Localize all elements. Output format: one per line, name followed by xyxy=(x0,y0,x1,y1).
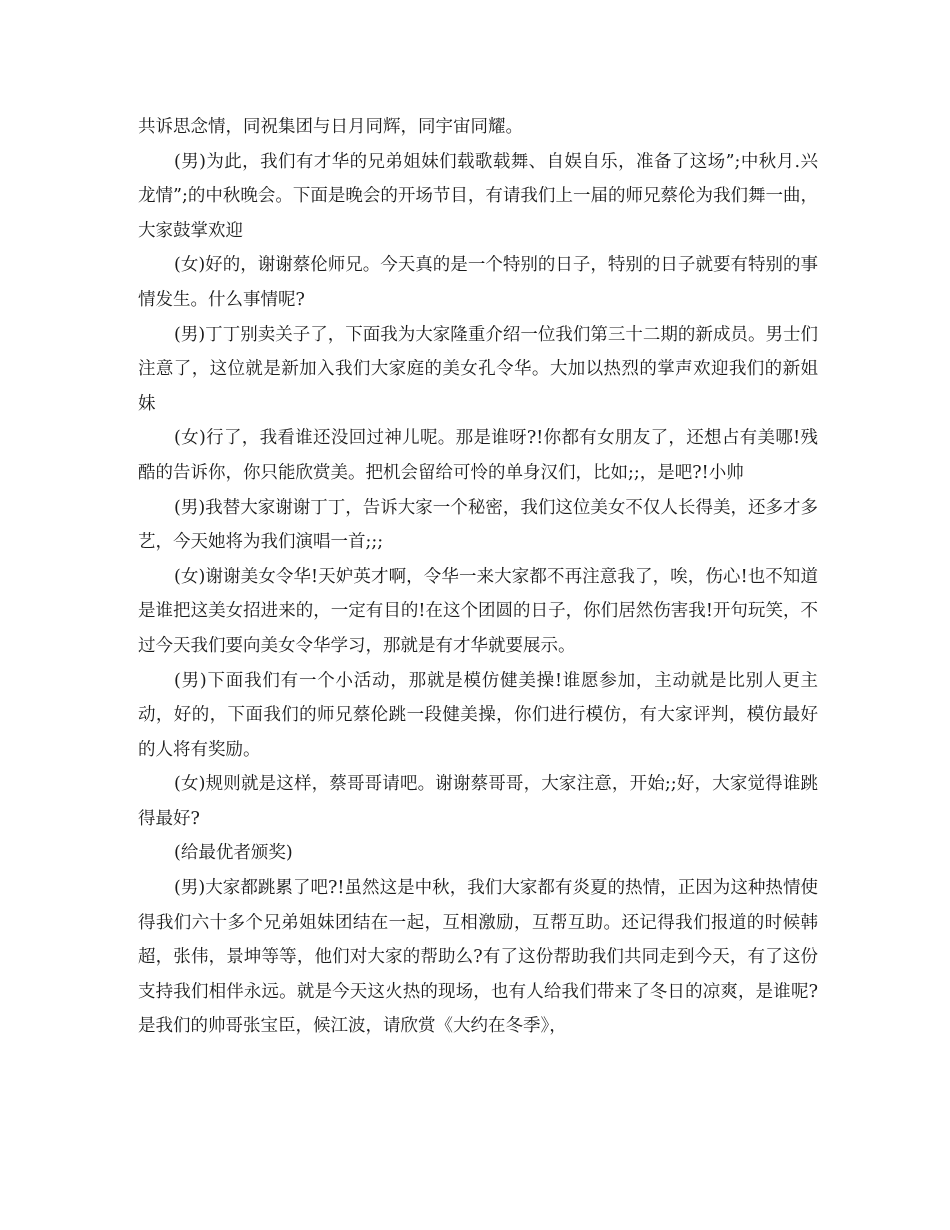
paragraph-female-3: (女)谢谢美女令华!天妒英才啊，令华一来大家都不再注意我了，唉，伤心!也不知道是谁把这美女招进来的，一定有目的!在这个团圆的日子，你们居然伤害我!开句玩笑，不过今天我们要向美女令华学习，那就是有才华就要展示。 xyxy=(138,566,818,656)
document-body xyxy=(138,110,818,1044)
paragraph-female-2: (女)行了，我看谁还没回过神儿呢。那是谁呀?!你都有女朋友了，还想占有美哪!残酷的告诉你，你只能欣赏美。把机会留给可怜的单身汉们，比如;;，是吧?!小帅 xyxy=(138,428,818,483)
paragraph-female-1: (女)好的，谢谢蔡伦师兄。今天真的是一个特别的日子，特别的日子就要有特别的事情发生。什么事情呢? xyxy=(138,255,818,310)
paragraph-male-5: (男)大家都跳累了吧?!虽然这是中秋，我们大家都有炎夏的热情，正因为这种热情使得我们六十多个兄弟姐妹团结在一起，互相激励，互帮互助。还记得我们报道的时候韩超，张伟，景坤等等，他们对大家的帮助么?有了这份帮助我们共同走到今天，有了这份支持我们相伴永远。就是今天这火热的现场，也有人给我们带来了冬日的凉爽，是谁呢?是我们的帅哥张宝臣，候江波，请欣赏《大约在冬季》， xyxy=(138,878,818,1037)
paragraph-male-3: (男)我替大家谢谢丁丁，告诉大家一个秘密，我们这位美女不仅人长得美，还多才多艺，今天她将为我们演唱一首;;; xyxy=(138,497,818,553)
paragraph-stage-direction: (给最优者颁奖) xyxy=(174,843,293,864)
paragraph-male-1: (男)为此，我们有才华的兄弟姐妹们载歌载舞、自娱自乐，准备了这场”;中秋月.兴龙情”;的中秋晚会。下面是晚会的开场节目，有请我们上一届的师兄蔡伦为我们舞一曲，大家鼓掌欢迎 xyxy=(138,151,818,241)
paragraph-male-4: (男)下面我们有一个小活动，那就是模仿健美操!谁愿参加，主动就是比别人更主动，好的，下面我们的师兄蔡伦跳一段健美操，你们进行模仿，有大家评判，模仿最好的人将有奖励。 xyxy=(138,670,818,760)
paragraph-female-4: (女)规则就是这样，蔡哥哥请吧。谢谢蔡哥哥，大家注意，开始;;好，大家觉得谁跳得最好? xyxy=(138,774,818,829)
paragraph-male-2: (男)丁丁别卖关子了，下面我为大家隆重介绍一位我们第三十二期的新成员。男士们注意了，这位就是新加入我们大家庭的美女孔令华。大加以热烈的掌声欢迎我们的新姐妹 xyxy=(138,324,818,414)
paragraph-continuation: 共诉思念情，同祝集团与日月同辉，同宇宙同耀。 xyxy=(138,117,523,137)
